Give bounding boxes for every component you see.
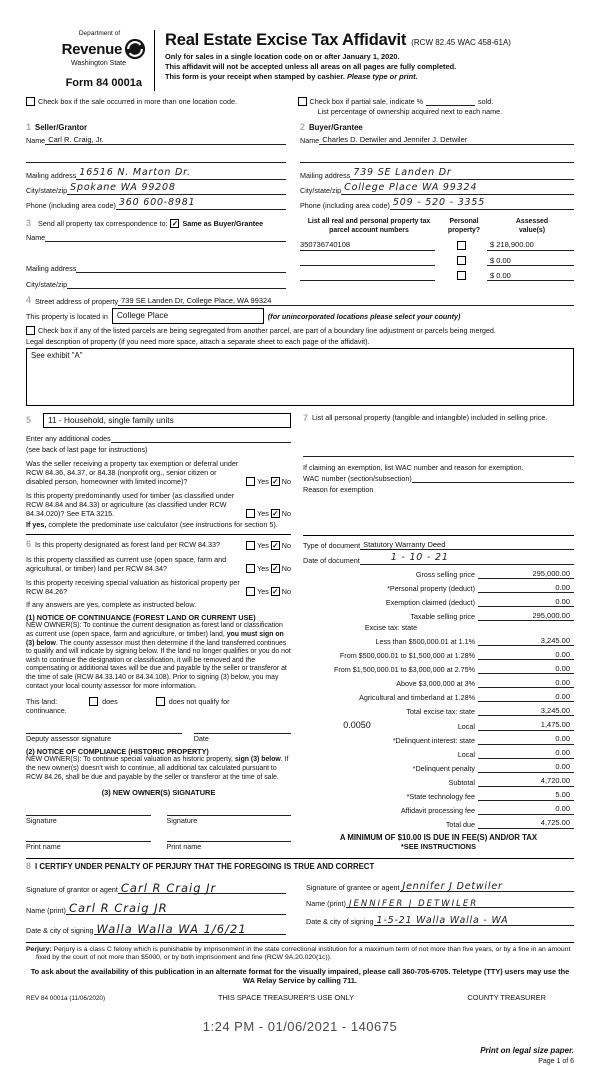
land-does-not-checkbox[interactable] <box>156 697 165 706</box>
s6q2-no-checkbox[interactable]: ✓ <box>272 564 279 574</box>
grantor-name-print-field[interactable]: Carl R Craig JR <box>66 899 286 914</box>
deputy-assessor-signature-label: Deputy assessor signature <box>26 734 112 744</box>
revenue-wordmark: Revenue <box>61 40 122 58</box>
signature-label: Signature <box>166 816 198 826</box>
street-address-field[interactable]: 739 SE Landen Dr, College Place, WA 99324 <box>118 296 574 306</box>
grantor-date-city-field[interactable]: Walla Walla WA 1/6/21 <box>94 920 286 935</box>
section-4-number: 4 <box>26 295 32 306</box>
delinquent-interest-state-label: *Delinquent interest: state <box>392 735 475 745</box>
local-rate-value: 0.0050 <box>343 719 371 730</box>
section-1-number: 1 <box>26 121 32 132</box>
located-in-note: (for unincorporated locations please select your county) <box>267 311 461 321</box>
same-as-buyer-label: Same as Buyer/Grantee <box>182 219 264 228</box>
parcel-3-personal-checkbox[interactable] <box>457 271 466 280</box>
gross-selling-price-label: Gross selling price <box>415 570 475 580</box>
excise-tax-state-heading: Excise tax: state <box>364 623 418 633</box>
seller-mailing-label: Mailing address <box>26 171 77 181</box>
additional-codes-label: Enter any additional codes <box>26 434 111 444</box>
s5q2-no-checkbox[interactable]: ✓ <box>272 509 279 519</box>
timber-agriculture-question: Is this property predominantly used for timber (as classified under RCW 84.84 and 84.33) or agriculture (as classified under RCW 84.34.020)? See ETA 3215. <box>26 491 235 519</box>
grantor-signature-field[interactable]: Carl R Craig Jr <box>118 879 286 894</box>
agency-block <box>26 30 154 91</box>
buyer-name2-field[interactable] <box>300 154 574 163</box>
personal-property-col-header: Personal property? <box>447 217 481 234</box>
buyer-phone-label: Phone (including area code) <box>300 200 390 210</box>
property-location-section <box>26 295 574 406</box>
notice-of-continuance: (1) NOTICE OF CONTINUANCE (FOREST LAND OR CURRENT USE) NEW OWNER(S): To continue the current designation as forest land or classification as current use (open space, farm and agriculture, or timber) land, you must sign on (3) below. The county assessor must then determine if the land transferred continues to qualify and will indicate by signing below. If the land no longer qualifies or you do not wish to continue the designation or classification, it will be removed and the compensating or additional taxes will be due and payable by the seller or transferor at the time of sale (RCW 84.33.140 or 84.34.108). Prior to signing (3) below, you may contact your local county assessor for more information. <box>26 613 291 690</box>
local-tax-label: Local <box>457 721 475 731</box>
legal-description-label: Legal description of property (if you need more space, attach a separate sheet to each page of the affidavit). <box>26 336 370 346</box>
land-does-not-label: does not qualify for <box>168 697 230 707</box>
correspondence-mailing-field[interactable] <box>76 264 286 273</box>
tier2-label: From $500,000.01 to $1,500,000 at 1.28% <box>339 651 475 661</box>
s6q1-yes-checkbox[interactable] <box>246 541 255 550</box>
form-title: Real Estate Excise Tax Affidavit <box>165 31 407 49</box>
property-use-code-field[interactable]: 11 - Household, single family units <box>43 413 291 428</box>
same-as-buyer-checkbox[interactable]: ✓ <box>171 219 179 228</box>
header-note-2: This affidavit will not be accepted unless all areas on all pages are fully completed. <box>165 61 457 71</box>
section-divider <box>26 534 291 535</box>
minimum-due-note: A MINIMUM OF $10.00 IS DUE IN FEE(S) AND/OR TAX <box>339 832 538 842</box>
s6q2-yes-checkbox[interactable] <box>246 564 255 573</box>
header-divider <box>154 30 155 91</box>
land-does-label: does <box>102 697 118 707</box>
buyer-name-label: Name <box>300 136 320 146</box>
exemption-claimed-label: Exemption claimed (deduct) <box>385 598 475 608</box>
s6q1-no-checkbox[interactable]: ✓ <box>272 541 279 551</box>
personal-property-deduct-label: *Personal property (deduct) <box>387 584 475 594</box>
county-treasurer-label: COUNTY TREASURER <box>467 993 546 1003</box>
s6q3-no-checkbox[interactable]: ✓ <box>272 587 279 597</box>
grantor-name-print-label: Name (print) <box>26 905 66 915</box>
signature-label: Signature <box>26 816 57 826</box>
gross-selling-price-value[interactable]: 295,000.00 <box>478 569 574 579</box>
subtotal-label: Subtotal <box>448 777 475 787</box>
parcel-row <box>300 271 574 281</box>
buyer-city-field[interactable]: College Place WA 99324 <box>341 182 574 195</box>
section-7-number: 7 <box>303 412 309 423</box>
subtotal-value[interactable]: 4,720.00 <box>478 776 574 786</box>
grantee-name-print-label: Name (print) <box>306 899 346 909</box>
certify-statement: I CERTIFY UNDER PENALTY OF PERJURY THAT THE FOREGOING IS TRUE AND CORRECT <box>35 861 375 871</box>
exemption-note: If claiming an exemption, list WAC number and reason for exemption. <box>303 462 524 472</box>
grantor-date-city-label: Date & city of signing <box>26 925 94 935</box>
historical-property-question: Is this property receiving special valuation as historical property per RCW 84.26? <box>26 578 240 597</box>
correspondence-city-field[interactable] <box>67 280 286 289</box>
parcel-row <box>300 256 574 266</box>
reason-for-exemption-field[interactable] <box>303 494 574 530</box>
predominate-use-note: If yes, complete the predominate use calculator (see instructions for section 5). <box>26 520 278 530</box>
treasurer-stamp: 1:24 PM - 01/06/2021 - 140675 <box>202 1019 398 1035</box>
additional-codes-field[interactable] <box>111 434 291 443</box>
reason-for-exemption-label: Reason for exemption <box>303 484 374 494</box>
personal-property-deduct-value[interactable]: 0.00 <box>478 583 574 593</box>
rev-form-id: REV 84 0001a (11/06/2020) <box>26 995 106 1003</box>
correspondence-city-label: City/state/zip <box>26 280 68 290</box>
correspondence-section <box>26 218 300 289</box>
certification-section <box>26 858 574 935</box>
parcel-number-field[interactable] <box>300 271 435 281</box>
partial-sale-subnote: List percentage of ownership acquired next to each name. <box>317 106 503 116</box>
affidavit-processing-fee-value[interactable]: 0.00 <box>478 804 574 814</box>
tier4-value[interactable]: 0.00 <box>478 678 574 688</box>
section-8-number: 8 <box>26 860 32 871</box>
correspondence-label: Send all property tax correspondence to: <box>38 219 168 228</box>
buyer-phone-field[interactable]: 509 - 520 - 3355 <box>390 197 574 210</box>
buyer-section <box>300 122 574 210</box>
buyer-name-field[interactable]: Charles D. Detwiler and Jennifer J. Detwiler <box>319 135 574 145</box>
wac-number-label: WAC number (section/subsection) <box>303 473 412 483</box>
print-name-label: Print name <box>26 842 61 852</box>
buyer-heading: Buyer/Grantee <box>309 122 363 132</box>
parcel-1-personal-checkbox[interactable] <box>457 241 466 250</box>
treasurer-use-label: THIS SPACE TREASURER'S USE ONLY <box>217 993 355 1003</box>
grantee-signature-label: Signature of grantee or agent <box>306 882 400 892</box>
grantee-date-city-field[interactable]: 1-5-21 Walla Walla - WA <box>374 913 574 926</box>
seller-phone-label: Phone (including area code) <box>26 200 116 210</box>
personal-property-list-label: List all personal property (tangible and intangible) included in selling price. <box>312 412 548 422</box>
seller-mailing-field[interactable]: 16516 N. Marton Dr. <box>76 167 286 180</box>
new-owner-signature-1-field[interactable] <box>26 805 151 816</box>
forest-land-question: Is this property designated as forest land per RCW 84.33? <box>35 540 220 550</box>
partial-sale-percent-field[interactable] <box>426 97 475 106</box>
date-of-document-label: Date of document <box>303 556 360 566</box>
seller-city-label: City/state/zip <box>26 186 68 195</box>
this-land-label: This land: <box>26 697 58 707</box>
seller-heading: Seller/Grantor <box>35 122 88 132</box>
grantee-name-print-field[interactable]: JENNIFER J DETWILER <box>346 897 574 909</box>
total-due-label: Total due <box>445 819 475 829</box>
current-use-question: Is this property classified as current use (open space, farm and agricultural, or timber) land per RCW 84.34? <box>26 555 227 574</box>
legal-description-field[interactable]: See exhibit "A" <box>26 348 574 406</box>
assessed-value-col-header: Assessed value(s) <box>515 217 549 234</box>
notice-of-compliance: (2) NOTICE OF COMPLIANCE (HISTORIC PROPERTY) NEW OWNER(S): To continue special valuation as historic property, sign (3) below. If the new owner(s) doesn't wish to continue, all additional tax calculated pursuant to RCW 84.26, shall be due and payable by the seller or transferor at the time of sale. <box>26 747 289 781</box>
agricultural-timberland-value[interactable]: 0.00 <box>478 692 574 702</box>
seller-name2-field[interactable] <box>26 154 286 163</box>
seller-exemption-question: Was the seller receiving a property tax exemption or deferral under RCW 84.36, 84.37, or 84.38 (nonprofit org., senior citizen or disabled person, homeowner with limited income)? <box>26 459 239 487</box>
total-excise-state-label: Total excise tax: state <box>406 706 475 716</box>
new-owners-signature-title: (3) NEW OWNER(S) SIGNATURE <box>101 788 216 798</box>
delinquent-interest-local-value[interactable]: 0.00 <box>478 748 574 758</box>
multi-location-label: Check box if the sale occurred in more than one location code. <box>38 96 237 106</box>
correspondence-name-field[interactable] <box>45 233 286 242</box>
section-2-number: 2 <box>300 121 306 132</box>
type-of-document-label: Type of document <box>303 541 361 551</box>
header-note-3: This form is your receipt when stamped by cashier. Please type or print. <box>165 72 418 82</box>
agricultural-timberland-label: Agricultural and timberland at 1.28% <box>359 692 475 702</box>
partial-sale-label: Check box if partial sale, indicate % <box>309 96 424 106</box>
parcel-number-field[interactable] <box>300 256 435 266</box>
s5q1-no-checkbox[interactable]: ✓ <box>272 477 279 487</box>
form-title-rcw: (RCW 82.45 WAC 458-61A) <box>411 38 511 47</box>
tax-section-divider <box>303 535 574 536</box>
accessibility-note: To ask about the availability of this publication in an alternate format for the visually impaired, please call 360-705-6705. Teletype (TTY) users may use the WA Relay Service by calling 711. <box>30 966 570 986</box>
s5q2-yes-checkbox[interactable] <box>246 509 255 518</box>
parcel-row <box>300 240 574 250</box>
s5q1-yes-checkbox[interactable] <box>246 477 255 486</box>
new-owner-print-1-field[interactable] <box>26 831 151 842</box>
delinquent-penalty-label: *Delinquent penalty <box>412 763 475 773</box>
buyer-mailing-field[interactable]: 739 SE Landen Dr <box>350 167 574 180</box>
dept-of-line: Department of <box>78 30 120 37</box>
print-name-label: Print name <box>166 842 202 852</box>
delinquent-interest-local-label: Local <box>457 749 475 759</box>
total-due-value[interactable]: 4,725.00 <box>478 818 574 828</box>
washington-state-line: Washington State <box>71 60 126 68</box>
new-owner-print-2-field[interactable] <box>167 831 292 842</box>
seller-phone-field[interactable]: 360 600-8981 <box>116 197 286 210</box>
continuance-label: continuance. <box>26 706 67 716</box>
tier3-label: From $1,500,000.01 to $3,000,000 at 2.75% <box>333 665 475 675</box>
deputy-assessor-signature-field[interactable] <box>26 723 182 734</box>
segregated-checkbox[interactable] <box>26 326 35 335</box>
located-in-label: This property is located in <box>26 311 108 321</box>
delinquent-interest-state-value[interactable]: 0.00 <box>478 734 574 744</box>
tier4-label: Above $3,000,000 at 3% <box>396 678 475 688</box>
additional-codes-note: (see back of last page for instructions) <box>26 445 148 455</box>
exemption-claimed-value[interactable]: 0.00 <box>478 597 574 607</box>
correspondence-mailing-label: Mailing address <box>26 264 77 274</box>
street-address-label: Street address of property <box>35 297 119 307</box>
header-note-1: Only for sales in a single location code on or after January 1, 2020. <box>165 51 400 61</box>
perjury-note: Perjury: Perjury is a class C felony which is punishable by imprisonment in the state correctional institution for a maximum term of not more than five years, or by a fine in an amount fixed by the court of not more than $5000, or by both imprisonment and fine (RCW 9A.20.020(1c)). <box>26 942 574 963</box>
taxable-selling-price-label: Taxable selling price <box>410 612 475 622</box>
affidavit-processing-fee-label: Affidavit processing fee <box>400 805 475 815</box>
seller-name-field[interactable]: Carl R. Craig, Jr. <box>45 135 286 145</box>
section-6-number: 6 <box>26 539 32 550</box>
total-excise-state-value[interactable]: 3,245.00 <box>478 706 574 716</box>
type-of-document-field[interactable]: Statutory Warranty Deed <box>360 540 574 550</box>
personal-property-list-field[interactable] <box>303 448 574 457</box>
if-any-yes-note: If any answers are yes, complete as instructed below. <box>26 600 197 610</box>
wac-number-field[interactable] <box>412 474 574 483</box>
grantee-signature-field[interactable]: Jennifer J Detwiler <box>400 879 574 892</box>
located-in-field[interactable]: College Place <box>112 308 264 323</box>
buyer-city-label: City/state/zip <box>300 186 342 195</box>
parcel-table <box>300 218 574 289</box>
assessed-value-field[interactable]: $ 0.00 <box>487 271 574 281</box>
buyer-mailing-label: Mailing address <box>300 171 351 181</box>
page-number: Page 1 of 6 <box>538 1057 574 1065</box>
seller-city-field[interactable]: Spokane WA 99208 <box>67 182 286 195</box>
partial-sale-checkbox[interactable] <box>298 97 307 106</box>
parcel-2-personal-checkbox[interactable] <box>457 256 466 265</box>
correspondence-name-label: Name <box>26 233 46 243</box>
tier1-value[interactable]: 3,245.00 <box>478 636 574 646</box>
new-owner-signature-2-field[interactable] <box>167 805 292 816</box>
tier3-value[interactable]: 0.00 <box>478 664 574 674</box>
deputy-assessor-date-label: Date <box>193 734 209 744</box>
parcel-number-field[interactable]: 350736740108 <box>300 240 435 250</box>
tier1-label: Less than $500,000.01 at 1.1% <box>375 637 475 647</box>
deputy-assessor-date-field[interactable] <box>194 723 291 734</box>
s6q3-yes-checkbox[interactable] <box>246 587 255 596</box>
form-header <box>26 30 574 91</box>
assessed-value-field[interactable]: $ 218,900.00 <box>487 240 574 250</box>
left-column: 5 11 - Household, single family units Enter any additional codes (see back of last page for instructions) Was the seller receiving a property tax exemption or deferral under RCW 84.36, 84.37, or 84.38 (nonprofit org., senior citizen or disabled person, homeowner with limited income)? Yes ✓ No Is this property predominantly used for timber (as classified under RCW 84.84 and 84.33) or agriculture (as classified under RCW 84.34.020)? See ETA 3215. Yes ✓ No If yes, complete the predominate use calculator (see instructions for section 5). 6 Is this property designated as forest land per RCW 84.33? Yes ✓ No Is this property classified as current use (open space, farm and agricultural, or timber) land per RCW 84.34? Yes ✓ No Is this property receiving special valuation as historical property per RCW 84.26? Yes ✓ No If any answers are yes, complete as instructed below. (1) NOTICE OF CONTINUANCE (FOREST LAND OR CURRENT USE) NEW OWNER(S): To continue the current designation as forest land or classification as current use (open space, farm and agriculture, or timber) land, you must sign on (3) below. The county assessor must then determine if the land transferred continues to qualify and will indicate by signing below. If the land no longer qualifies or you do not wish to continue the designation or classification, it will be removed and the compensating or additional taxes will be due and payable by the seller or transferor at the time of sale (RCW 84.33.140 or 84.34.108). Prior to signing (3) below, you may contact your local county assessor for more information. This land: does does not qualify for continuance. Deputy assessor signature Date (2) NOTICE OF COMPLIANCE (HISTORIC PROPERTY) NEW OWNER(S): To continue special valuation as historic property, sign (3) below. If the new owner(s) doesn't wish to continue, all additional tax calculated pursuant to RCW 84.26, shall be due and payable by the seller or transferor at the time of sale. (3) NEW OWNER(S) SIGNATURE Signature Signature Print name Print name <box>26 414 291 852</box>
delinquent-penalty-value[interactable]: 0.00 <box>478 762 574 772</box>
right-column <box>300 413 574 852</box>
state-technology-fee-value[interactable]: 5.00 <box>478 790 574 800</box>
segregated-label: Check box if any of the listed parcels are being segregated from another parcel, are part of a boundary line adjustment or parcels being merged. <box>38 325 496 335</box>
print-legal-size-note: Print on legal size paper. <box>480 1045 574 1055</box>
section-5-number: 5 <box>26 414 32 425</box>
seller-name-label: Name <box>26 136 46 146</box>
tier2-value[interactable]: 0.00 <box>478 650 574 660</box>
footer-row <box>26 993 574 1003</box>
grantee-date-city-label: Date & city of signing <box>306 917 374 927</box>
see-instructions-note: *SEE INSTRUCTIONS <box>400 842 477 852</box>
grantor-signature-label: Signature of grantor or agent <box>26 885 118 895</box>
form-number: Form 84 0001a <box>65 76 142 89</box>
land-does-checkbox[interactable] <box>89 697 98 706</box>
partial-sale-sold-label: sold. <box>478 96 494 106</box>
multi-location-checkbox[interactable] <box>26 97 35 106</box>
seller-section <box>26 122 300 210</box>
state-technology-fee-label: *State technology fee <box>406 791 475 801</box>
taxable-selling-price-value[interactable]: 295,000.00 <box>478 611 574 621</box>
date-of-document-field[interactable]: 1 - 10 - 21 <box>360 552 574 565</box>
local-tax-value[interactable]: 1,475.00 <box>478 720 574 730</box>
section-3-number: 3 <box>26 217 32 228</box>
assessed-value-field[interactable]: $ 0.00 <box>487 256 574 266</box>
parcel-col-header: List all real and personal property tax parcel account numbers <box>307 217 431 234</box>
revenue-logo-icon <box>124 38 146 62</box>
